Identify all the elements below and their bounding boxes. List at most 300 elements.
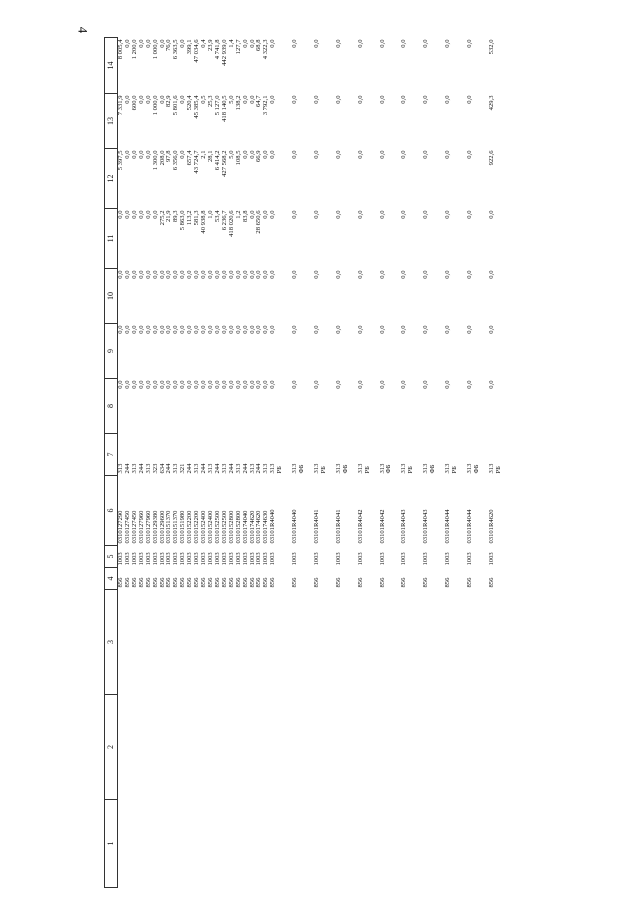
cell-col-1 — [208, 800, 215, 888]
cell-col-3 — [243, 590, 250, 695]
cell-col-3 — [481, 590, 503, 695]
cell-col-7: 244 — [200, 463, 208, 474]
cell-col-11: 0,0 — [144, 210, 152, 219]
cell-col-6: 0310152200 — [186, 510, 194, 544]
cell-col-14: 23,9 — [206, 39, 214, 52]
cell-col-13: 64,7 — [255, 95, 263, 108]
cell-col-6: 03101R4044 — [465, 509, 473, 544]
cell-col-8: 0,0 — [312, 380, 320, 389]
cell-col-5: 1003 — [144, 552, 152, 566]
cell-col-9: 0,0 — [179, 325, 187, 334]
cell-col-2 — [160, 695, 167, 800]
cell-col-2 — [173, 695, 180, 800]
cell-col-7: 313 РБ — [312, 463, 327, 474]
cell-col-5: 1003 — [200, 552, 208, 566]
cell-col-13: 0,0 — [248, 95, 256, 104]
cell-col-4: 856 — [144, 577, 152, 588]
cell-col-5: 1003 — [487, 552, 495, 566]
cell-col-14: 0,0 — [378, 39, 386, 48]
cell-col-10: 0,0 — [165, 270, 173, 279]
cell-col-4: 856 — [193, 577, 201, 588]
cell-col-4: 856 — [227, 577, 235, 588]
cell-col-13: 0,0 — [400, 95, 408, 104]
cell-col-9: 0,0 — [269, 325, 277, 334]
cell-col-6: 0310174630 — [262, 510, 270, 544]
cell-col-13: 138,2 — [234, 95, 242, 111]
cell-col-7: 313 — [117, 463, 124, 474]
cell-col-6: 0310127290 — [117, 510, 124, 544]
cell-col-3 — [215, 590, 222, 695]
cell-col-1 — [153, 800, 160, 888]
cell-col-2 — [222, 695, 229, 800]
cell-col-13: 0,0 — [179, 95, 187, 104]
cell-col-8: 0,0 — [123, 380, 131, 389]
cell-col-5: 1003 — [262, 552, 270, 566]
cell-col-12: 1 300,0 — [151, 150, 159, 171]
cell-col-6: 0310151370 — [172, 510, 180, 544]
cell-col-10: 0,0 — [213, 270, 221, 279]
budget-table — [104, 37, 503, 888]
cell-col-9: 0,0 — [334, 325, 342, 334]
cell-col-5: 1003 — [400, 552, 408, 566]
column-header-14: 14 — [105, 38, 118, 94]
cell-col-6: 03101R4042 — [356, 509, 364, 544]
table-row — [243, 38, 250, 888]
cell-col-7: 321 — [179, 463, 187, 474]
cell-col-9: 0,0 — [422, 325, 430, 334]
cell-col-8: 0,0 — [241, 380, 249, 389]
cell-col-1 — [194, 800, 201, 888]
cell-col-11: 0,0 — [334, 210, 342, 219]
cell-col-14: 399,1 — [186, 39, 194, 55]
cell-col-2 — [187, 695, 194, 800]
cell-col-14 — [277, 38, 284, 94]
cell-col-11: 0,0 — [151, 210, 159, 219]
cell-col-3 — [125, 590, 132, 695]
cell-col-7: 313 ФБ — [378, 463, 393, 474]
cell-col-1 — [236, 800, 243, 888]
cell-col-3 — [229, 590, 236, 695]
cell-col-7: РБ — [276, 466, 284, 474]
cell-col-10: 0,0 — [334, 270, 342, 279]
column-header-3: 3 — [105, 590, 118, 695]
cell-col-2 — [306, 695, 328, 800]
cell-col-12: 0,0 — [291, 150, 299, 159]
cell-col-10: 0,0 — [312, 270, 320, 279]
cell-col-14: 0,0 — [465, 39, 473, 48]
cell-col-13: 0,0 — [334, 95, 342, 104]
cell-col-10: 0,0 — [158, 270, 166, 279]
cell-col-5: 1003 — [291, 552, 299, 566]
cell-col-12: 97,8 — [165, 150, 173, 163]
cell-col-14: 1 000,0 — [151, 39, 159, 60]
cell-col-10: 0,0 — [378, 270, 386, 279]
cell-col-9: 0,0 — [151, 325, 159, 334]
cell-col-8: 0,0 — [400, 380, 408, 389]
page-number: 4 — [75, 26, 91, 34]
cell-col-6: 03101R4043 — [400, 509, 408, 544]
cell-col-3 — [132, 590, 139, 695]
column-header-10: 10 — [105, 269, 118, 324]
cell-col-10: 0,0 — [422, 270, 430, 279]
cell-col-2 — [153, 695, 160, 800]
cell-col-14: 532,0 — [487, 39, 495, 55]
cell-col-1 — [146, 800, 153, 888]
cell-col-11: 40 938,8 — [200, 210, 208, 234]
table-row — [372, 38, 394, 888]
cell-col-14: 4 741,8 — [213, 39, 221, 60]
cell-col-13: 45 385,4 — [193, 95, 201, 119]
cell-col-5 — [277, 546, 284, 568]
cell-col-2 — [250, 695, 257, 800]
cell-col-5: 1003 — [234, 552, 242, 566]
cell-col-2 — [166, 695, 173, 800]
cell-col-2 — [229, 695, 236, 800]
cell-col-8: 0,0 — [206, 380, 214, 389]
cell-col-11: 0,0 — [422, 210, 430, 219]
cell-col-3 — [284, 590, 306, 695]
cell-col-4: 856 — [123, 577, 131, 588]
table-row — [350, 38, 372, 888]
cell-col-13: 0,0 — [241, 95, 249, 104]
cell-col-7: 244 — [137, 463, 145, 474]
cell-col-11: 0,0 — [312, 210, 320, 219]
table-row — [277, 38, 284, 888]
cell-col-11: 53,4 — [213, 210, 221, 223]
cell-col-6: 0310127960 — [144, 510, 152, 544]
cell-col-10: 0,0 — [234, 270, 242, 279]
cell-col-4 — [277, 568, 284, 590]
cell-col-5: 1003 — [220, 552, 228, 566]
cell-col-1 — [187, 800, 194, 888]
cell-col-4: 856 — [269, 577, 277, 588]
cell-col-6: 0310152400 — [206, 510, 214, 544]
cell-col-7: 313 — [220, 463, 228, 474]
table-row — [201, 38, 208, 888]
cell-col-13: 0,0 — [465, 95, 473, 104]
cell-col-6: 0310127450 — [130, 510, 138, 544]
cell-col-11: 0,0 — [123, 210, 131, 219]
cell-col-2 — [215, 695, 222, 800]
cell-col-14: 0,0 — [248, 39, 256, 48]
cell-col-2 — [256, 695, 263, 800]
table-body — [118, 38, 503, 888]
cell-col-14: 442 939,0 — [220, 39, 228, 66]
cell-col-4: 856 — [487, 577, 495, 588]
table-row — [437, 38, 459, 888]
cell-col-8: 0,0 — [255, 380, 263, 389]
cell-col-10: 0,0 — [291, 270, 299, 279]
cell-col-6: 03101R4041 — [312, 509, 320, 544]
cell-col-1 — [372, 800, 394, 888]
cell-col-14: 0,0 — [400, 39, 408, 48]
cell-col-14: 68,8 — [255, 39, 263, 52]
cell-col-6: 03101R4620 — [487, 509, 495, 544]
cell-col-3 — [372, 590, 394, 695]
cell-col-1 — [118, 800, 125, 888]
cell-col-4: 856 — [117, 577, 124, 588]
cell-col-10: 0,0 — [255, 270, 263, 279]
cell-col-7: 244 — [186, 463, 194, 474]
cell-col-13: 429,3 — [487, 95, 495, 111]
table-row — [270, 38, 277, 888]
cell-col-9: 0,0 — [378, 325, 386, 334]
cell-col-8: 0,0 — [151, 380, 159, 389]
cell-col-13: 5 127,0 — [213, 95, 221, 116]
cell-col-2 — [270, 695, 277, 800]
cell-col-3 — [139, 590, 146, 695]
cell-col-10: 0,0 — [186, 270, 194, 279]
cell-col-14: 0,0 — [312, 39, 320, 48]
cell-col-9: 0,0 — [291, 325, 299, 334]
cell-col-6: 0310152800 — [227, 510, 235, 544]
cell-col-5: 1003 — [130, 552, 138, 566]
cell-col-9: 0,0 — [186, 325, 194, 334]
cell-col-10: 0,0 — [227, 270, 235, 279]
cell-col-8: 0,0 — [193, 380, 201, 389]
cell-col-7: 244 — [227, 463, 235, 474]
cell-col-12: 657,4 — [186, 150, 194, 166]
cell-col-9: 0,0 — [444, 325, 452, 334]
cell-col-4: 856 — [137, 577, 145, 588]
cell-col-1 — [243, 800, 250, 888]
cell-col-2 — [328, 695, 350, 800]
cell-col-4: 856 — [444, 577, 452, 588]
cell-col-5: 1003 — [186, 552, 194, 566]
cell-col-13: 0,0 — [123, 95, 131, 104]
cell-col-8: 0,0 — [179, 380, 187, 389]
cell-col-12: 108,5 — [234, 150, 242, 166]
cell-col-10: 0,0 — [220, 270, 228, 279]
cell-col-6: 03101R4040 — [291, 509, 299, 544]
cell-col-7: 313 — [130, 463, 138, 474]
cell-col-4: 856 — [200, 577, 208, 588]
column-header-7: 7 — [105, 434, 118, 476]
table-row — [173, 38, 180, 888]
cell-col-4: 856 — [220, 577, 228, 588]
cell-col-12: 0,0 — [241, 150, 249, 159]
cell-col-13: 7 331,9 — [117, 95, 124, 116]
column-header-5: 5 — [105, 546, 118, 568]
cell-col-3 — [328, 590, 350, 695]
rotated-table-sheet — [104, 38, 639, 846]
cell-col-9: 0,0 — [193, 325, 201, 334]
cell-col-8 — [277, 379, 284, 434]
cell-col-10: 0,0 — [444, 270, 452, 279]
cell-col-2 — [132, 695, 139, 800]
cell-col-5: 1003 — [465, 552, 473, 566]
table-row — [139, 38, 146, 888]
cell-col-1 — [173, 800, 180, 888]
cell-col-10: 0,0 — [144, 270, 152, 279]
cell-col-9: 0,0 — [213, 325, 221, 334]
cell-col-6: 0310152200 — [193, 510, 201, 544]
cell-col-1 — [215, 800, 222, 888]
cell-col-5: 1003 — [334, 552, 342, 566]
cell-col-14: 0,0 — [291, 39, 299, 48]
cell-col-12: 0,0 — [312, 150, 320, 159]
cell-col-13: 82,9 — [165, 95, 173, 108]
cell-col-2 — [236, 695, 243, 800]
cell-col-7: 313 — [193, 463, 201, 474]
cell-col-2 — [194, 695, 201, 800]
cell-col-2 — [118, 695, 125, 800]
cell-col-8: 0,0 — [487, 380, 495, 389]
cell-col-11: 0,0 — [400, 210, 408, 219]
cell-col-5: 1003 — [312, 552, 320, 566]
cell-col-12: 0,0 — [269, 150, 277, 159]
cell-col-6: 03101R4044 — [444, 509, 452, 544]
table-row — [393, 38, 415, 888]
cell-col-13: 0,5 — [200, 95, 208, 104]
cell-col-6: 0310129380 — [151, 510, 159, 544]
cell-col-8: 0,0 — [227, 380, 235, 389]
cell-col-12: 0,0 — [444, 150, 452, 159]
cell-col-1 — [415, 800, 437, 888]
cell-col-14: 0,0 — [158, 39, 166, 48]
table-row — [481, 38, 503, 888]
cell-col-11: 0,0 — [117, 210, 124, 219]
cell-col-12: 6 414,2 — [213, 150, 221, 171]
cell-col-4: 856 — [465, 577, 473, 588]
cell-col-4: 856 — [179, 577, 187, 588]
cell-col-6: 03101R4042 — [378, 509, 386, 544]
cell-col-13: 418 140,5 — [220, 95, 228, 122]
cell-col-5: 1003 — [255, 552, 263, 566]
cell-col-3 — [118, 590, 125, 695]
cell-col-8: 0,0 — [262, 380, 270, 389]
table-row — [328, 38, 350, 888]
cell-col-1 — [459, 800, 481, 888]
cell-col-12: 6 356,0 — [172, 150, 180, 171]
cell-col-12 — [277, 149, 284, 209]
cell-col-12: 0,0 — [262, 150, 270, 159]
cell-col-4: 856 — [130, 577, 138, 588]
table-row — [263, 38, 270, 888]
cell-col-3 — [166, 590, 173, 695]
cell-col-3 — [306, 590, 328, 695]
cell-col-5: 1003 — [117, 552, 124, 566]
cell-col-3 — [437, 590, 459, 695]
cell-col-8: 0,0 — [465, 380, 473, 389]
cell-col-14: 0,0 — [356, 39, 364, 48]
cell-col-11: 0,0 — [262, 210, 270, 219]
table-row — [222, 38, 229, 888]
cell-col-10: 0,0 — [193, 270, 201, 279]
cell-col-8: 0,0 — [186, 380, 194, 389]
cell-col-14: 0,0 — [334, 39, 342, 48]
cell-col-7: 313 РБ — [400, 463, 415, 474]
cell-col-13: 0,0 — [144, 95, 152, 104]
cell-col-12: 0,0 — [137, 150, 145, 159]
cell-col-2 — [393, 695, 415, 800]
cell-col-8: 0,0 — [444, 380, 452, 389]
cell-col-9: 0,0 — [262, 325, 270, 334]
cell-col-14: 0,0 — [123, 39, 131, 48]
cell-col-3 — [187, 590, 194, 695]
cell-col-12: 0,0 — [465, 150, 473, 159]
cell-col-1 — [160, 800, 167, 888]
cell-col-2 — [350, 695, 372, 800]
cell-col-13: 600,0 — [130, 95, 138, 111]
cell-col-7: 323 — [151, 463, 159, 474]
cell-col-10: 0,0 — [248, 270, 256, 279]
cell-col-7: 313 РБ — [356, 463, 371, 474]
cell-col-4: 856 — [172, 577, 180, 588]
cell-col-11: 6 236,7 — [220, 210, 228, 231]
cell-col-5: 1003 — [213, 552, 221, 566]
cell-col-4: 856 — [213, 577, 221, 588]
cell-col-7: 313 — [172, 463, 180, 474]
table-row — [284, 38, 306, 888]
cell-col-9: 0,0 — [255, 325, 263, 334]
cell-col-2 — [284, 695, 306, 800]
cell-col-5: 1003 — [227, 552, 235, 566]
cell-col-8: 0,0 — [144, 380, 152, 389]
cell-col-1 — [284, 800, 306, 888]
cell-col-3 — [180, 590, 187, 695]
cell-col-13: 3 792,1 — [262, 95, 270, 116]
cell-col-14: 6 363,5 — [172, 39, 180, 60]
cell-col-6: 0310127450 — [123, 510, 131, 544]
cell-col-12: 0,0 — [378, 150, 386, 159]
cell-col-4: 856 — [262, 577, 270, 588]
cell-col-7: 313 РБ — [444, 463, 458, 474]
cell-col-14: 0,0 — [444, 39, 452, 48]
cell-col-8: 0,0 — [137, 380, 145, 389]
cell-col-10: 0,0 — [487, 270, 495, 279]
cell-col-8: 0,0 — [200, 380, 208, 389]
cell-col-4: 856 — [356, 577, 364, 588]
cell-col-8: 0,0 — [291, 380, 299, 389]
cell-col-9: 0,0 — [487, 325, 495, 334]
cell-col-12: 66,9 — [255, 150, 263, 163]
cell-col-7: 313 — [234, 463, 242, 474]
cell-col-13: 0,0 — [269, 95, 277, 104]
cell-col-10: 0,0 — [117, 270, 124, 279]
cell-col-11: 89,3 — [172, 210, 180, 223]
cell-col-2 — [180, 695, 187, 800]
cell-col-2 — [146, 695, 153, 800]
cell-col-8: 0,0 — [220, 380, 228, 389]
cell-col-4: 856 — [255, 577, 263, 588]
cell-col-12: 5 397,5 — [117, 150, 124, 171]
cell-col-7: 313 — [262, 463, 270, 474]
cell-col-1 — [201, 800, 208, 888]
cell-col-9: 0,0 — [234, 325, 242, 334]
cell-col-1 — [139, 800, 146, 888]
cell-col-9: 0,0 — [248, 325, 256, 334]
cell-col-13: 25,3 — [206, 95, 214, 108]
cell-col-11: 83,8 — [241, 210, 249, 223]
table-row — [125, 38, 132, 888]
cell-col-13: 5,0 — [227, 95, 235, 104]
cell-col-7: 313 ФБ — [291, 463, 306, 474]
cell-col-12: 0,0 — [248, 150, 256, 159]
cell-col-5: 1003 — [241, 552, 249, 566]
cell-col-3 — [277, 590, 284, 695]
cell-col-11: 275,2 — [158, 210, 166, 226]
cell-col-2 — [481, 695, 503, 800]
cell-col-7: 313 РБ — [487, 463, 502, 474]
cell-col-5: 1003 — [248, 552, 256, 566]
cell-col-13: 0,0 — [444, 95, 452, 104]
cell-col-7: 634 — [158, 463, 166, 474]
cell-col-14: 0,4 — [200, 39, 208, 48]
cell-col-6: 0310127960 — [137, 510, 145, 544]
cell-col-1 — [125, 800, 132, 888]
cell-col-3 — [201, 590, 208, 695]
